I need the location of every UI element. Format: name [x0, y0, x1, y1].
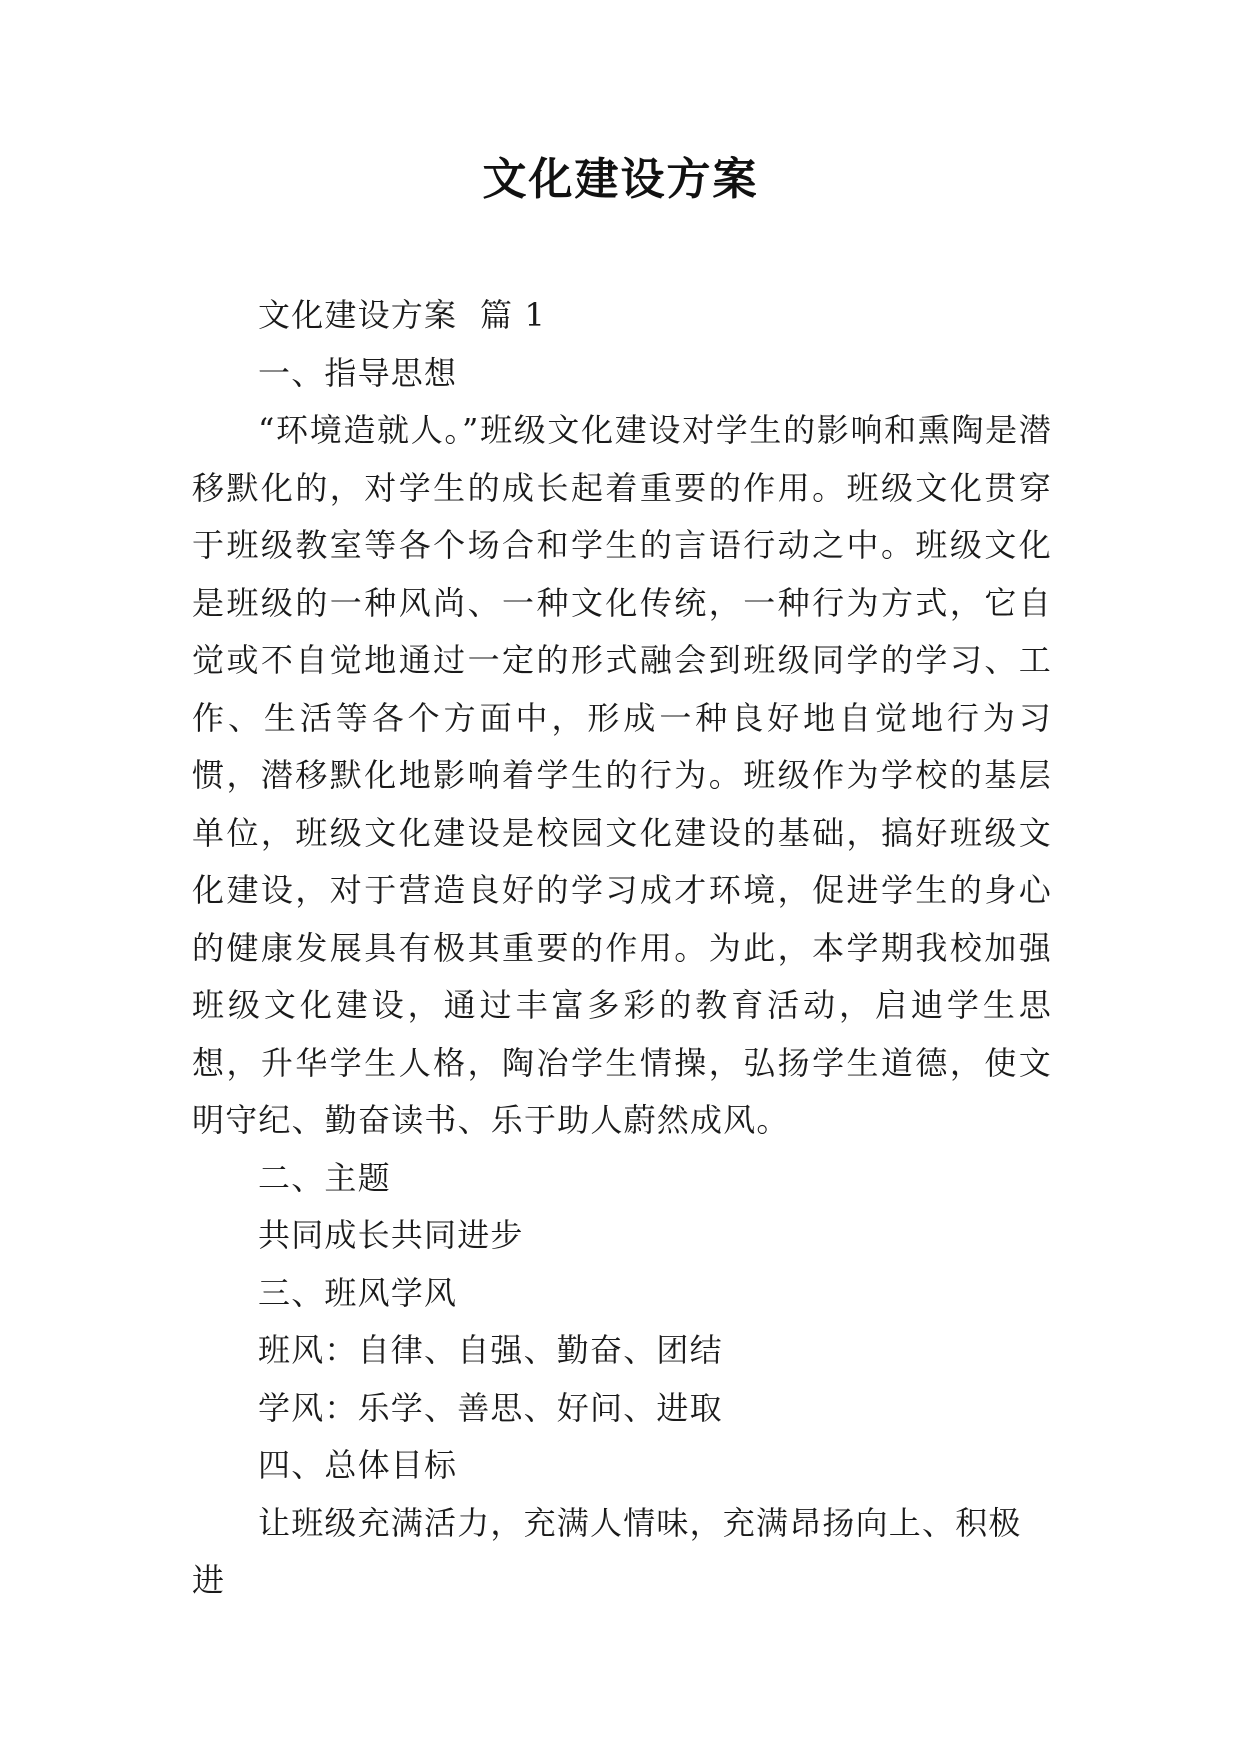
- heading-theme: 二、主题: [258, 1158, 391, 1197]
- paragraph-guiding-ideology: “环境造就人。”班级文化建设对学生的影响和熏陶是潜移默化的，对学生的成长起着重要的作用。班级文化贯穿于班级教室等各个场合和学生的言语行动之中。班级文化是班级的一种风尚、一种文化传统，一种行为方式，它自觉或不自觉地通过一定的形式融会到班级同学的学习、工作、生活等各个方面中，形成一种良好地自觉地行为习惯，潜移默化地影响着学生的行为。班级作为学校的基层单位，班级文化建设是校园文化建设的基础，搞好班级文化建设，对于营造良好的学习成才环境，促进学生的身心的健康发展具有极其重要的作用。为此，本学期我校加强班级文化建设，通过丰富多彩的教育活动，启迪学生思想，升华学生人格，陶冶学生情操，弘扬学生道德，使文明守纪、勤奋读书、乐于助人蔚然成风。: [192, 411, 1052, 1139]
- paragraph-overall-goal: 让班级充满活力，充满人情味，充满昂扬向上、积极进: [192, 1503, 1022, 1599]
- section-heading: 文化建设方案 篇 1: [258, 296, 547, 334]
- paragraph-class-style: 班风：自律、自强、勤奋、团结: [258, 1331, 723, 1369]
- heading-class-style: 三、班风学风: [258, 1273, 458, 1312]
- document-body: [192, 287, 1052, 1610]
- heading-guiding-ideology: 一、指导思想: [258, 353, 458, 392]
- paragraph-study-style: 学风：乐学、善思、好问、进取: [258, 1388, 723, 1427]
- document-title: 文化建设方案: [482, 154, 759, 205]
- heading-overall-goal: 四、总体目标: [258, 1446, 458, 1484]
- paragraph-theme: 共同成长共同进步: [258, 1216, 524, 1254]
